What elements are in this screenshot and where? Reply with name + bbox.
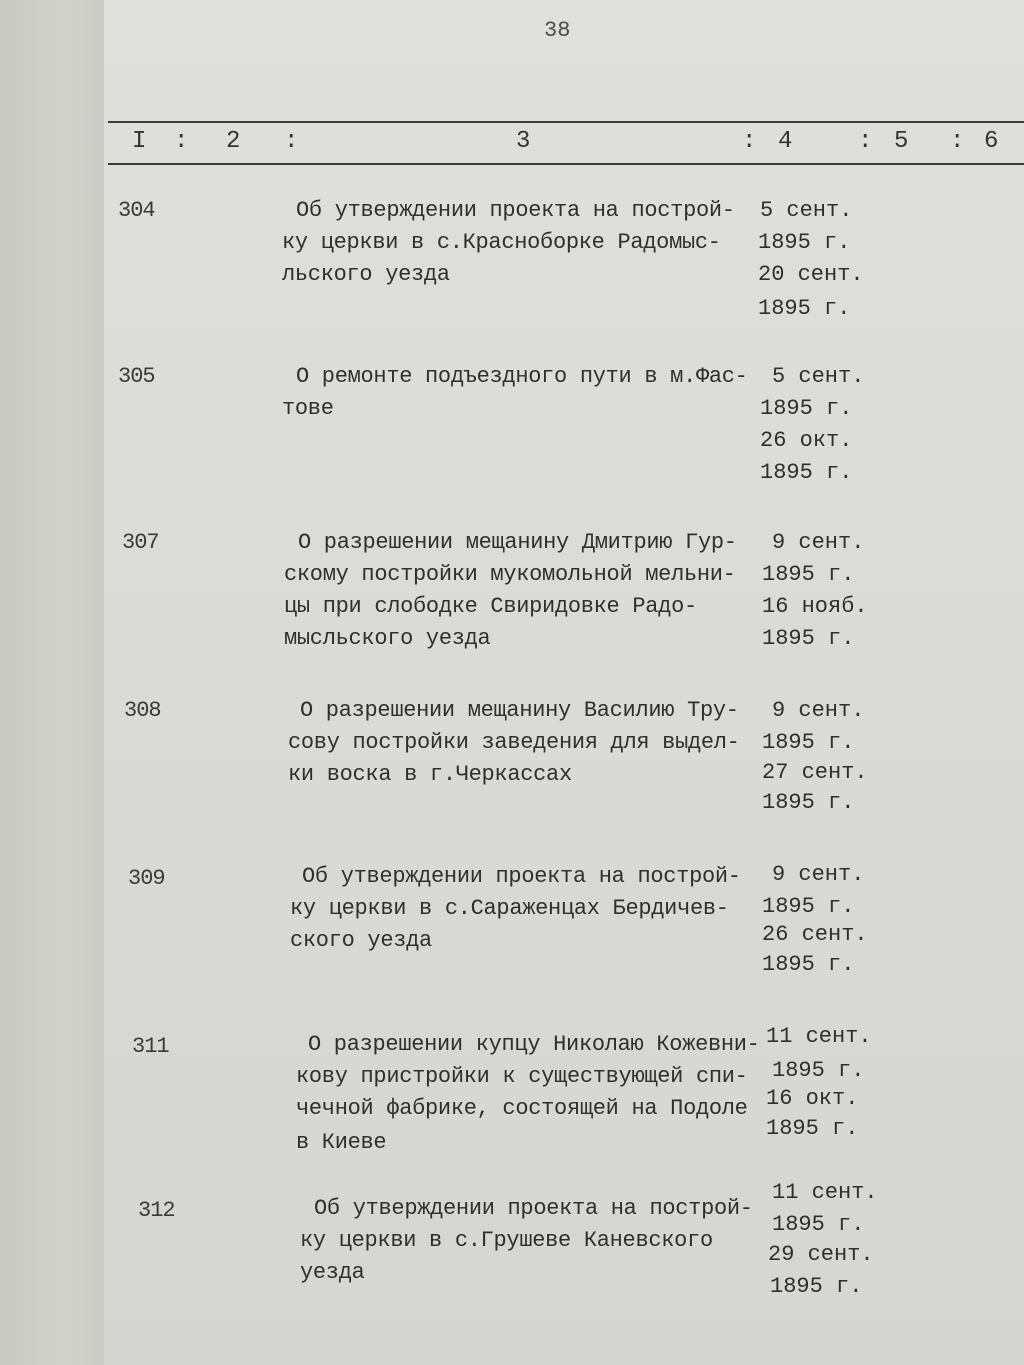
record-title-line: льского уезда [282, 262, 450, 287]
record-date-line: 5 сент. [760, 198, 853, 223]
record-date-line: 1895 г. [760, 396, 853, 421]
column-separator: : [742, 128, 757, 155]
record-date-line: 9 сент. [772, 862, 865, 887]
record-title-line: ки воска в г.Черкассах [288, 762, 572, 787]
record-title-line: ку церкви в с.Красноборке Радомыс- [282, 230, 721, 255]
record-title-line: ку церкви в с.Сараженцах Бердичев- [290, 896, 729, 921]
column-separator: : [858, 128, 873, 155]
column-header-3: 3 [516, 128, 531, 155]
column-header-1: I [132, 128, 147, 155]
record-date-line: 1895 г. [766, 1116, 859, 1141]
record-date-line: 1895 г. [762, 894, 855, 919]
record-title-line: цы при слободке Свиридовке Радо- [284, 594, 697, 619]
record-date-line: 1895 г. [772, 1058, 865, 1083]
record-title-line: О разрешении купцу Николаю Кожевни- [308, 1032, 760, 1057]
header-rule-top [108, 121, 1024, 123]
record-title-line: кову пристройки к существующей спи- [296, 1064, 748, 1089]
record-title-line: Об утверждении проекта на построй- [296, 198, 735, 223]
record-date-line: 29 сент. [768, 1242, 874, 1267]
record-date-line: 16 окт. [766, 1086, 859, 1111]
record-date-line: 16 нояб. [762, 594, 868, 619]
book-binding [0, 0, 106, 1365]
record-date-line: 1895 г. [762, 626, 855, 651]
record-date-line: 1895 г. [770, 1274, 863, 1299]
record-title-line: Об утверждении проекта на построй- [314, 1196, 753, 1221]
record-title-line: О разрешении мещанину Василию Тру- [300, 698, 739, 723]
record-date-line: 26 сент. [762, 922, 868, 947]
column-header-5: 5 [894, 128, 909, 155]
column-separator: : [174, 128, 189, 155]
record-number: 307 [122, 530, 159, 555]
record-title-line: мысльского уезда [284, 626, 491, 651]
record-date-line: 1895 г. [760, 460, 853, 485]
column-separator: : [284, 128, 299, 155]
record-date-line: 1895 г. [762, 730, 855, 755]
record-title-line: сову постройки заведения для выдел- [288, 730, 740, 755]
record-number: 305 [118, 364, 155, 389]
record-title-line: О ремонте подъездного пути в м.Фас- [296, 364, 748, 389]
record-date-line: 9 сент. [772, 530, 865, 555]
record-date-line: 1895 г. [762, 562, 855, 587]
record-title-line: ского уезда [290, 928, 432, 953]
column-header-6: 6 [984, 128, 999, 155]
page-number: 38 [544, 18, 571, 43]
record-date-line: 11 сент. [772, 1180, 878, 1205]
record-number: 311 [132, 1034, 169, 1059]
column-header-2: 2 [226, 128, 241, 155]
record-title-line: О разрешении мещанину Дмитрию Гур- [298, 530, 737, 555]
record-date-line: 11 сент. [766, 1024, 872, 1049]
record-date-line: 20 сент. [758, 262, 864, 287]
record-number: 312 [138, 1198, 175, 1223]
record-title-line: скому постройки мукомольной мельни- [284, 562, 736, 587]
record-title-line: уезда [300, 1260, 365, 1285]
record-date-line: 1895 г. [772, 1212, 865, 1237]
column-separator: : [950, 128, 965, 155]
record-date-line: 9 сент. [772, 698, 865, 723]
record-number: 308 [124, 698, 161, 723]
record-date-line: 1895 г. [758, 230, 851, 255]
record-number: 304 [118, 198, 155, 223]
record-date-line: 26 окт. [760, 428, 853, 453]
record-number: 309 [128, 866, 165, 891]
record-title-line: тове [282, 396, 334, 421]
record-title-line: Об утверждении проекта на построй- [302, 864, 741, 889]
record-title-line: ку церкви в с.Грушеве Каневского [300, 1228, 713, 1253]
record-title-line: чечной фабрике, состоящей на Подоле [296, 1096, 748, 1121]
record-date-line: 5 сент. [772, 364, 865, 389]
record-date-line: 1895 г. [758, 296, 851, 321]
record-date-line: 27 сент. [762, 760, 868, 785]
record-date-line: 1895 г. [762, 790, 855, 815]
column-header-4: 4 [778, 128, 793, 155]
record-title-line: в Киеве [296, 1130, 387, 1155]
header-rule-bottom [108, 163, 1024, 165]
record-date-line: 1895 г. [762, 952, 855, 977]
